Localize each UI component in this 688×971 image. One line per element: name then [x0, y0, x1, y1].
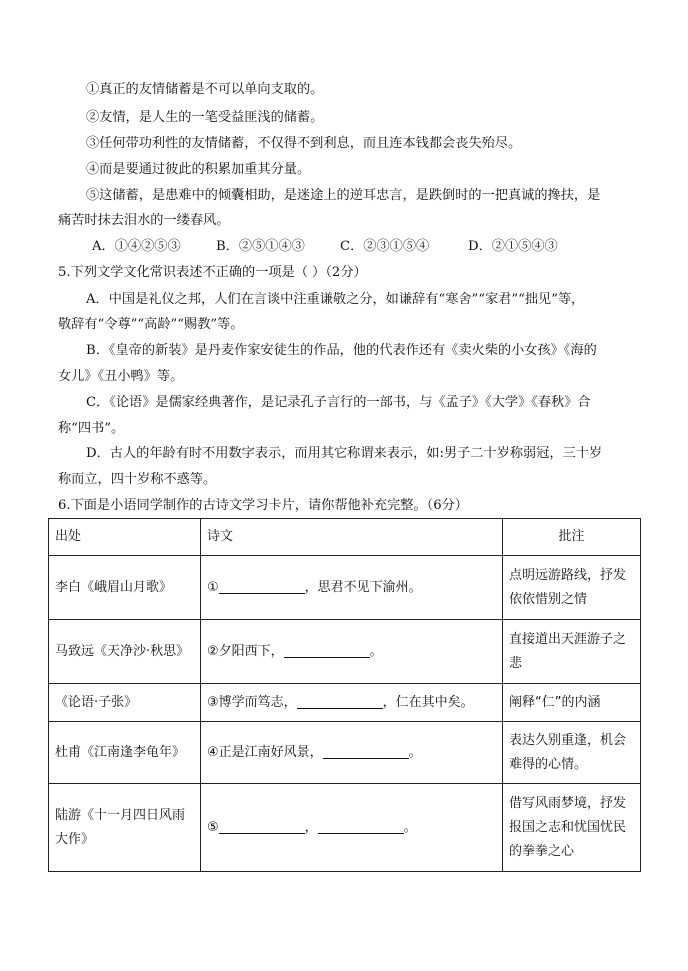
cell-poem	[201, 556, 503, 620]
cell-note: 表达久别重逢，机会难得的心情。	[503, 722, 641, 784]
q5-option-d-line-1: D．古人的年龄有时不用数字表示，而用其它称谓来表示，如:男子二十岁称弱冠，三十岁	[86, 446, 603, 461]
cell-note: 直接道出天涯游子之悲	[503, 620, 641, 684]
q5-option-c-line-2: 称“四书”。	[58, 421, 125, 436]
cell-poem	[201, 684, 503, 722]
cell-note: 阐释“仁”的内涵	[503, 684, 641, 722]
cell-note: 点明远游路线，抒发依依惜别之情	[503, 556, 641, 620]
cell-source: 《论语·子张》	[49, 684, 201, 722]
q6-stem: 6.下面是小语同学制作的古诗文学习卡片，请你帮他补充完整。（6分）	[58, 498, 468, 513]
table-row	[49, 784, 641, 872]
sentence-3: ③任何带功利性的友情储蓄，不仅得不到利息，而且连本钱都会丧失殆尽。	[86, 136, 522, 151]
cell-source: 陆游《十一月四日风雨大作》	[49, 784, 201, 872]
sentence-5-line-1: ⑤这储蓄，是患难中的倾囊相助，是迷途上的逆耳忠言，是跌倒时的一把真诚的搀扶，是	[86, 188, 601, 203]
q4-option-c: C．②③①⑤④	[340, 239, 430, 254]
q4-option-d: D．②①⑤④③	[468, 239, 558, 254]
poem-text: ，思君不见下渝州。	[304, 579, 422, 595]
q5-stem: 5.下列文学文化常识表述不正确的一项是（ ）（2分）	[58, 265, 367, 280]
cell-poem	[201, 722, 503, 784]
q4-option-a: A．①④②⑤③	[92, 239, 181, 254]
poetry-study-card	[48, 518, 641, 872]
header-note: 批注	[503, 519, 641, 556]
q5-option-a-line-2: 敬辞有“令尊”“高龄”“赐教”等。	[58, 317, 244, 332]
cell-note: 借写风雨梦境，抒发报国之志和忧国忧民的拳拳之心	[503, 784, 641, 872]
cell-source: 马致远《天净沙·秋思》	[49, 620, 201, 684]
poem-text: ，仁在其中矣。	[382, 694, 474, 710]
sentence-4: ④而是要通过彼此的积累加重其分量。	[86, 162, 311, 177]
header-source: 出处	[49, 519, 201, 556]
answer-blank[interactable]	[284, 643, 370, 658]
poem-text: 。	[408, 744, 422, 760]
q5-option-b-line-2: 女儿》《丑小鸭》等。	[58, 369, 184, 384]
q4-option-b: B．②⑤①④③	[216, 239, 305, 254]
table-header-row	[49, 519, 641, 556]
sentence-1: ①真正的友情储蓄是不可以单向支取的。	[86, 82, 324, 97]
q5-option-d-line-2: 称而立，四十岁称不惑等。	[58, 472, 217, 487]
table-row	[49, 722, 641, 784]
answer-blank[interactable]	[219, 819, 305, 834]
poem-text: 。	[403, 819, 417, 835]
poem-text: ③博学而笃志，	[207, 694, 297, 710]
cell-poem	[201, 784, 503, 872]
answer-blank[interactable]	[219, 579, 305, 594]
answer-blank[interactable]	[323, 744, 409, 759]
poem-text: 。	[369, 643, 383, 659]
cell-source: 杜甫《江南逢李龟年》	[49, 722, 201, 784]
table-row	[49, 556, 641, 620]
poem-text: ，	[304, 819, 318, 835]
answer-blank[interactable]	[297, 694, 383, 709]
poem-text: ⑤	[207, 819, 219, 835]
poem-text: ①	[207, 579, 219, 595]
sentence-5-line-2: 痛苦时抹去泪水的一缕春风。	[58, 213, 230, 228]
table-row	[49, 684, 641, 722]
q5-option-b-line-1: B．《皇帝的新装》是丹麦作家安徒生的作品，他的代表作还有《卖火柴的小女孩》《海的	[86, 343, 597, 358]
cell-poem	[201, 620, 503, 684]
header-poem: 诗文	[201, 519, 503, 556]
q4-options	[92, 237, 652, 257]
poem-text: ④正是江南好风景，	[207, 744, 323, 760]
cell-source: 李白《峨眉山月歌》	[49, 556, 201, 620]
poem-text: ②夕阳西下，	[207, 643, 284, 659]
table-row	[49, 620, 641, 684]
q5-option-c-line-1: C．《论语》是儒家经典著作，是记录孔子言行的一部书，与《孟子》《大学》《春秋》合	[86, 395, 591, 410]
q5-option-a-line-1: A．中国是礼仪之邦，人们在言谈中注重谦敬之分，如谦辞有“寒舍”“家君”“拙见”等，	[86, 292, 585, 307]
sentence-2: ②友情，是人生的一笔受益匪浅的储蓄。	[86, 110, 324, 125]
answer-blank[interactable]	[318, 819, 404, 834]
